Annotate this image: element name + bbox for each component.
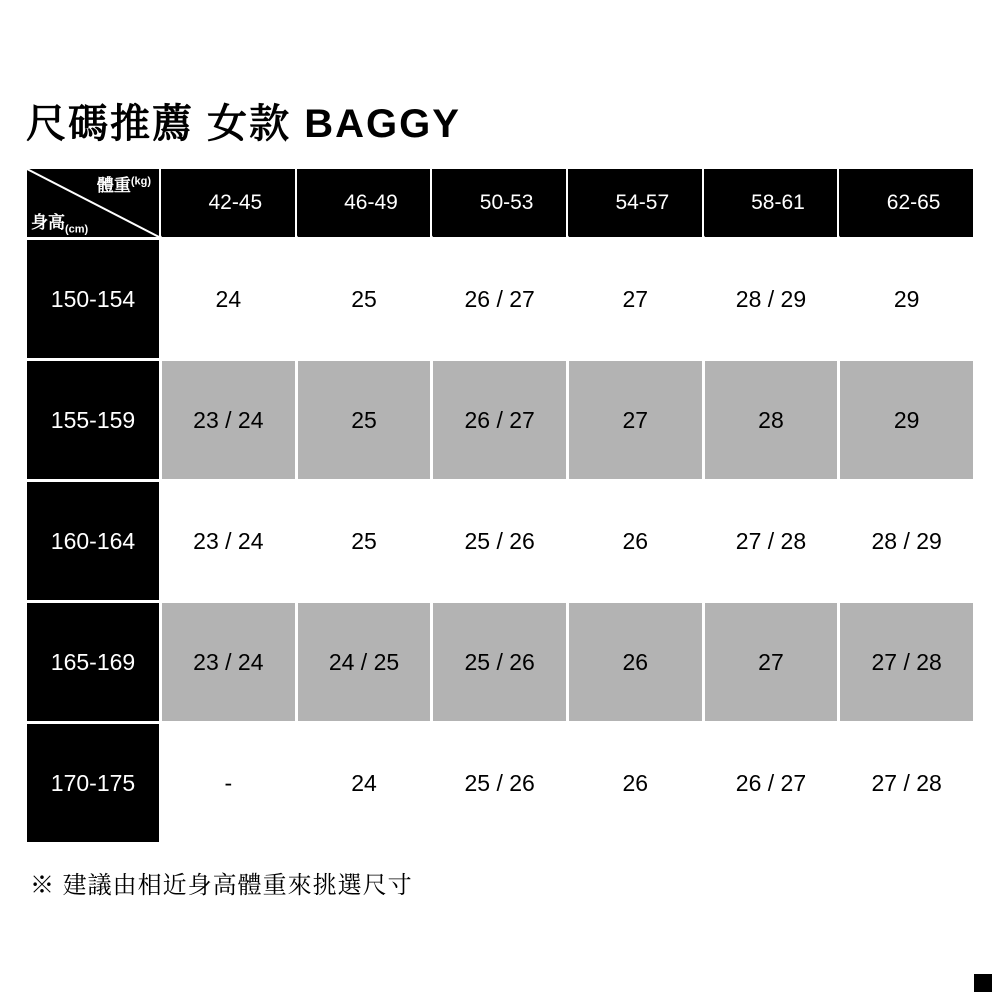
height-axis-unit: (cm) xyxy=(65,223,89,235)
cell-2-5: 28 / 29 xyxy=(839,481,975,602)
cell-4-5: 27 / 28 xyxy=(839,723,975,844)
cell-2-0: 23 / 24 xyxy=(161,481,297,602)
cell-1-3: 27 xyxy=(567,360,703,481)
column-header-5: 62-65 xyxy=(839,168,975,239)
row-header-4: 170-175 xyxy=(26,723,161,844)
column-header-3: 54-57 xyxy=(567,168,703,239)
cell-2-3: 26 xyxy=(567,481,703,602)
table-row xyxy=(26,360,975,481)
cell-2-4: 27 / 28 xyxy=(703,481,839,602)
column-header-1: 46-49 xyxy=(296,168,432,239)
row-header-3: 165-169 xyxy=(26,602,161,723)
cell-4-1: 24 xyxy=(296,723,432,844)
cell-3-3: 26 xyxy=(567,602,703,723)
column-header-2: 50-53 xyxy=(432,168,568,239)
height-axis-label xyxy=(31,208,88,235)
weight-axis-text: 體重 xyxy=(96,176,131,195)
size-recommendation-table xyxy=(24,166,976,845)
cell-3-0: 23 / 24 xyxy=(161,602,297,723)
column-header-4: 58-61 xyxy=(703,168,839,239)
cell-2-1: 25 xyxy=(296,481,432,602)
cell-1-0: 23 / 24 xyxy=(161,360,297,481)
cell-1-2: 26 / 27 xyxy=(432,360,568,481)
axis-corner-cell xyxy=(26,168,161,239)
cell-3-2: 25 / 26 xyxy=(432,602,568,723)
cell-4-2: 25 / 26 xyxy=(432,723,568,844)
footnote-text: ※ 建議由相近身高體重來挑選尺寸 xyxy=(30,872,413,899)
weight-axis-unit: (kg) xyxy=(130,175,151,188)
cell-3-5: 27 / 28 xyxy=(839,602,975,723)
table-row xyxy=(26,481,975,602)
row-header-2: 160-164 xyxy=(26,481,161,602)
row-header-0: 150-154 xyxy=(26,239,161,360)
cell-1-1: 25 xyxy=(296,360,432,481)
cell-0-2: 26 / 27 xyxy=(432,239,568,360)
cell-4-0: - xyxy=(161,723,297,844)
cell-0-1: 25 xyxy=(296,239,432,360)
column-header-0: 42-45 xyxy=(161,168,297,239)
table-row xyxy=(26,723,975,844)
cell-0-5: 29 xyxy=(839,239,975,360)
cell-4-3: 26 xyxy=(567,723,703,844)
cell-1-5: 29 xyxy=(839,360,975,481)
weight-axis-label xyxy=(97,171,151,196)
cell-3-1: 24 / 25 xyxy=(296,602,432,723)
row-header-1: 155-159 xyxy=(26,360,161,481)
cell-0-0: 24 xyxy=(161,239,297,360)
table-row xyxy=(26,602,975,723)
cell-0-3: 27 xyxy=(567,239,703,360)
table-header-row xyxy=(26,168,975,239)
cell-4-4: 26 / 27 xyxy=(703,723,839,844)
height-axis-text: 身高 xyxy=(31,212,65,232)
table-row xyxy=(26,239,975,360)
cell-3-4: 27 xyxy=(703,602,839,723)
cell-2-2: 25 / 26 xyxy=(432,481,568,602)
cell-0-4: 28 / 29 xyxy=(703,239,839,360)
cell-1-4: 28 xyxy=(703,360,839,481)
corner-mark xyxy=(974,974,992,992)
page-title: 尺碼推薦 女款 BAGGY xyxy=(26,102,461,146)
